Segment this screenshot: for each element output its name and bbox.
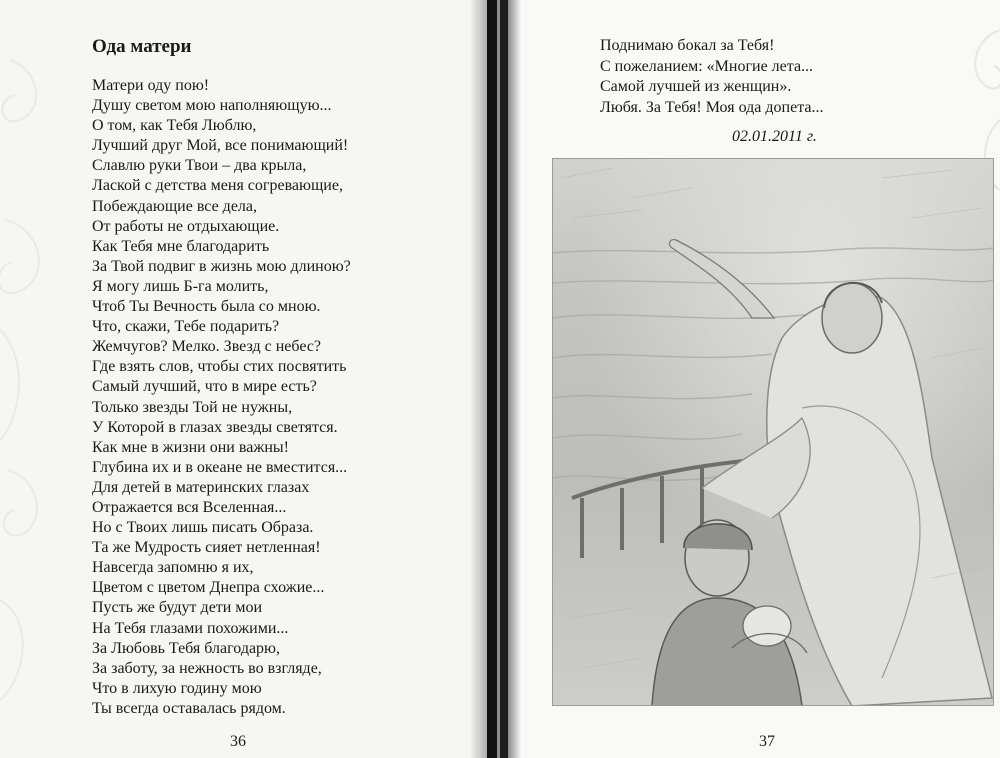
poem-line: Где взять слов, чтобы стих посвятить — [92, 358, 347, 376]
poem-line: Что в лихую годину мою — [92, 679, 262, 697]
poem-line: Самый лучший, что в мире есть? — [92, 378, 317, 396]
poem-line: Но с Твоих лишь писать Образа. — [92, 519, 314, 537]
poem-line: За Твой подвиг в жизнь мою длиною? — [92, 257, 351, 275]
poem-line: Лучший друг Мой, все понимающий! — [92, 137, 349, 155]
poem-line: Жемчугов? Мелко. Звезд с небес? — [92, 338, 322, 356]
poem-line: Пусть же будут дети мои — [92, 599, 263, 617]
poem-line: Как мне в жизни они важны! — [92, 438, 290, 456]
poem-line: Лаской с детства меня согревающие, — [92, 177, 343, 195]
book-spine — [470, 0, 522, 758]
poem-line: Та же Мудрость сияет нетленная! — [92, 539, 321, 557]
poem-date: 02.01.2011 г. — [732, 128, 817, 145]
poem-line: Самой лучшей из женщин». — [600, 78, 792, 95]
swirl-ornament-icon — [0, 0, 80, 758]
poem-line: Глубина их и в океане не вместится... — [92, 458, 348, 476]
page-number-right: 37 — [759, 733, 775, 750]
page-number-left: 36 — [230, 733, 246, 750]
poem-line: От работы не отдыхающие. — [92, 217, 280, 235]
poem-line: Цветом с цветом Днепра схожие... — [92, 579, 325, 597]
right-page — [522, 0, 1000, 758]
poem-line: Славлю руки Твои – два крыла, — [92, 157, 307, 175]
poem-line: Как Тебя мне благодарить — [92, 237, 270, 255]
left-page — [0, 0, 478, 758]
poem-continuation — [600, 36, 823, 118]
poem-line: Поднимаю бокал за Тебя! — [600, 37, 775, 54]
poem-line: За Любовь Тебя благодарю, — [92, 639, 281, 657]
poem-line: На Тебя глазами похожими... — [92, 619, 289, 637]
poem-text — [92, 76, 351, 719]
poem-line: Отражается вся Вселенная... — [92, 498, 287, 516]
poem-line: Только звезды Той не нужны, — [92, 398, 293, 416]
pencil-drawing-illustration — [552, 158, 994, 706]
poem-line: О том, как Тебя Люблю, — [92, 117, 257, 135]
poem-line: Любя. За Тебя! Моя ода допета... — [600, 98, 824, 116]
poem-line: Ты всегда оставалась рядом. — [92, 699, 286, 717]
poem-line: Чтоб Ты Вечность была со мною. — [92, 298, 321, 316]
poem-line: За заботу, за нежность во взгляде, — [92, 659, 322, 677]
poem-title: Ода матери — [92, 36, 192, 57]
poem-line: Побеждающие все дела, — [92, 197, 258, 215]
poem-line: Для детей в материнских глазах — [92, 478, 310, 496]
poem-line: Что, скажи, Тебе подарить? — [92, 318, 280, 336]
poem-line: У Которой в глазах звезды светятся. — [92, 418, 338, 436]
poem-line: С пожеланием: «Многие лета... — [600, 57, 814, 75]
poem-line: Я могу лишь Б-га молить, — [92, 277, 269, 295]
poem-line: Матери оду пою! — [92, 77, 210, 94]
poem-line: Навсегда запомню я их, — [92, 559, 254, 577]
poem-line: Душу светом мою наполняющую... — [92, 97, 332, 115]
